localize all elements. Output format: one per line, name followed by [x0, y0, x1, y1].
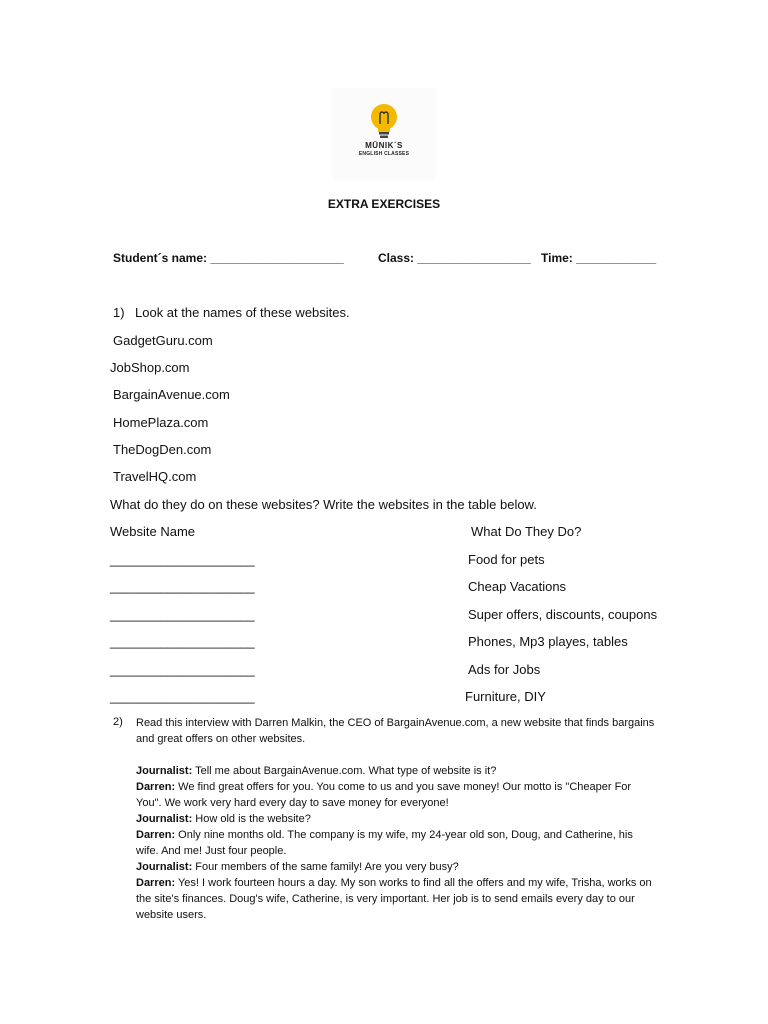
answer-blank[interactable]: ____________________ — [110, 689, 255, 704]
activity-label: Food for pets — [468, 552, 545, 567]
website-item: TravelHQ.com — [113, 469, 197, 484]
answer-blank[interactable]: ____________________ — [110, 662, 255, 677]
table-header-what-they-do: What Do They Do? — [471, 524, 582, 539]
speaker-label: Darren: — [136, 781, 176, 793]
activity-label: Ads for Jobs — [468, 662, 541, 677]
time-field: Time: ____________ — [541, 251, 657, 265]
speaker-label: Journalist: — [136, 765, 193, 777]
website-item: JobShop.com — [110, 360, 190, 375]
dialogue-line — [136, 827, 656, 859]
dialogue-line — [136, 779, 656, 811]
website-item: GadgetGuru.com — [113, 333, 213, 348]
lightbulb-icon — [365, 102, 403, 142]
speaker-label: Darren: — [136, 877, 176, 889]
dialogue-text: Four members of the same family! Are you very busy? — [192, 861, 459, 873]
speaker-label: Journalist: — [136, 861, 193, 873]
dialogue-line — [136, 811, 656, 827]
dialogue-text: Yes! I work fourteen hours a day. My son works to find all the offers and my wife, Trisha, works on the site's finances. Doug's wife, Catherine, is very important. Her job is to send emails every day to our website users. — [136, 877, 652, 921]
website-item: HomePlaza.com — [113, 415, 209, 430]
activity-label: Super offers, discounts, coupons — [468, 607, 658, 622]
logo — [333, 88, 435, 180]
activity-label: Cheap Vacations — [468, 579, 567, 594]
website-item: TheDogDen.com — [113, 442, 212, 457]
speaker-label: Darren: — [136, 829, 176, 841]
speaker-label: Journalist: — [136, 813, 193, 825]
class-field: Class: _________________ — [378, 251, 531, 265]
dialogue-line — [136, 859, 656, 875]
dialogue-text: Only nine months old. The company is my wife, my 24-year old son, Doug, and Catherine, his wife. And me! Just four people. — [136, 829, 633, 857]
logo-brand-name: MŪNIK´S — [365, 141, 403, 150]
exercise1-number: 1) — [113, 305, 125, 320]
exercise1-question: What do they do on these websites? Write the websites in the table below. — [110, 497, 537, 512]
answer-blank[interactable]: ____________________ — [110, 552, 255, 567]
answer-blank[interactable]: ____________________ — [110, 607, 255, 622]
answer-blank[interactable]: ____________________ — [110, 579, 255, 594]
student-name-field: Student´s name: ____________________ — [113, 251, 344, 265]
logo-brand-tagline: ENGLISH CLASSES — [358, 151, 410, 157]
exercise2-number: 2) — [113, 716, 123, 728]
interview-dialogue — [136, 763, 656, 923]
exercise1-instruction: Look at the names of these websites. — [135, 305, 350, 320]
dialogue-text: We find great offers for you. You come to us and you save money! Our motto is "Cheaper For You". We work very hard every day to save money for everyone! — [136, 781, 632, 809]
activity-label: Furniture, DIY — [465, 689, 546, 704]
activity-label: Phones, Mp3 playes, tables — [468, 634, 628, 649]
website-item: BargainAvenue.com — [113, 387, 230, 402]
dialogue-line — [136, 763, 656, 779]
exercise2-intro: Read this interview with Darren Malkin, the CEO of BargainAvenue.com, a new website that finds bargains and great offers on other websites. — [136, 717, 655, 745]
table-header-website-name: Website Name — [110, 524, 196, 539]
dialogue-line — [136, 875, 656, 923]
page-title: EXTRA EXERCISES — [327, 197, 441, 211]
answer-blank[interactable]: ____________________ — [110, 634, 255, 649]
dialogue-text: How old is the website? — [192, 813, 311, 825]
dialogue-text: Tell me about BargainAvenue.com. What type of website is it? — [192, 765, 497, 777]
